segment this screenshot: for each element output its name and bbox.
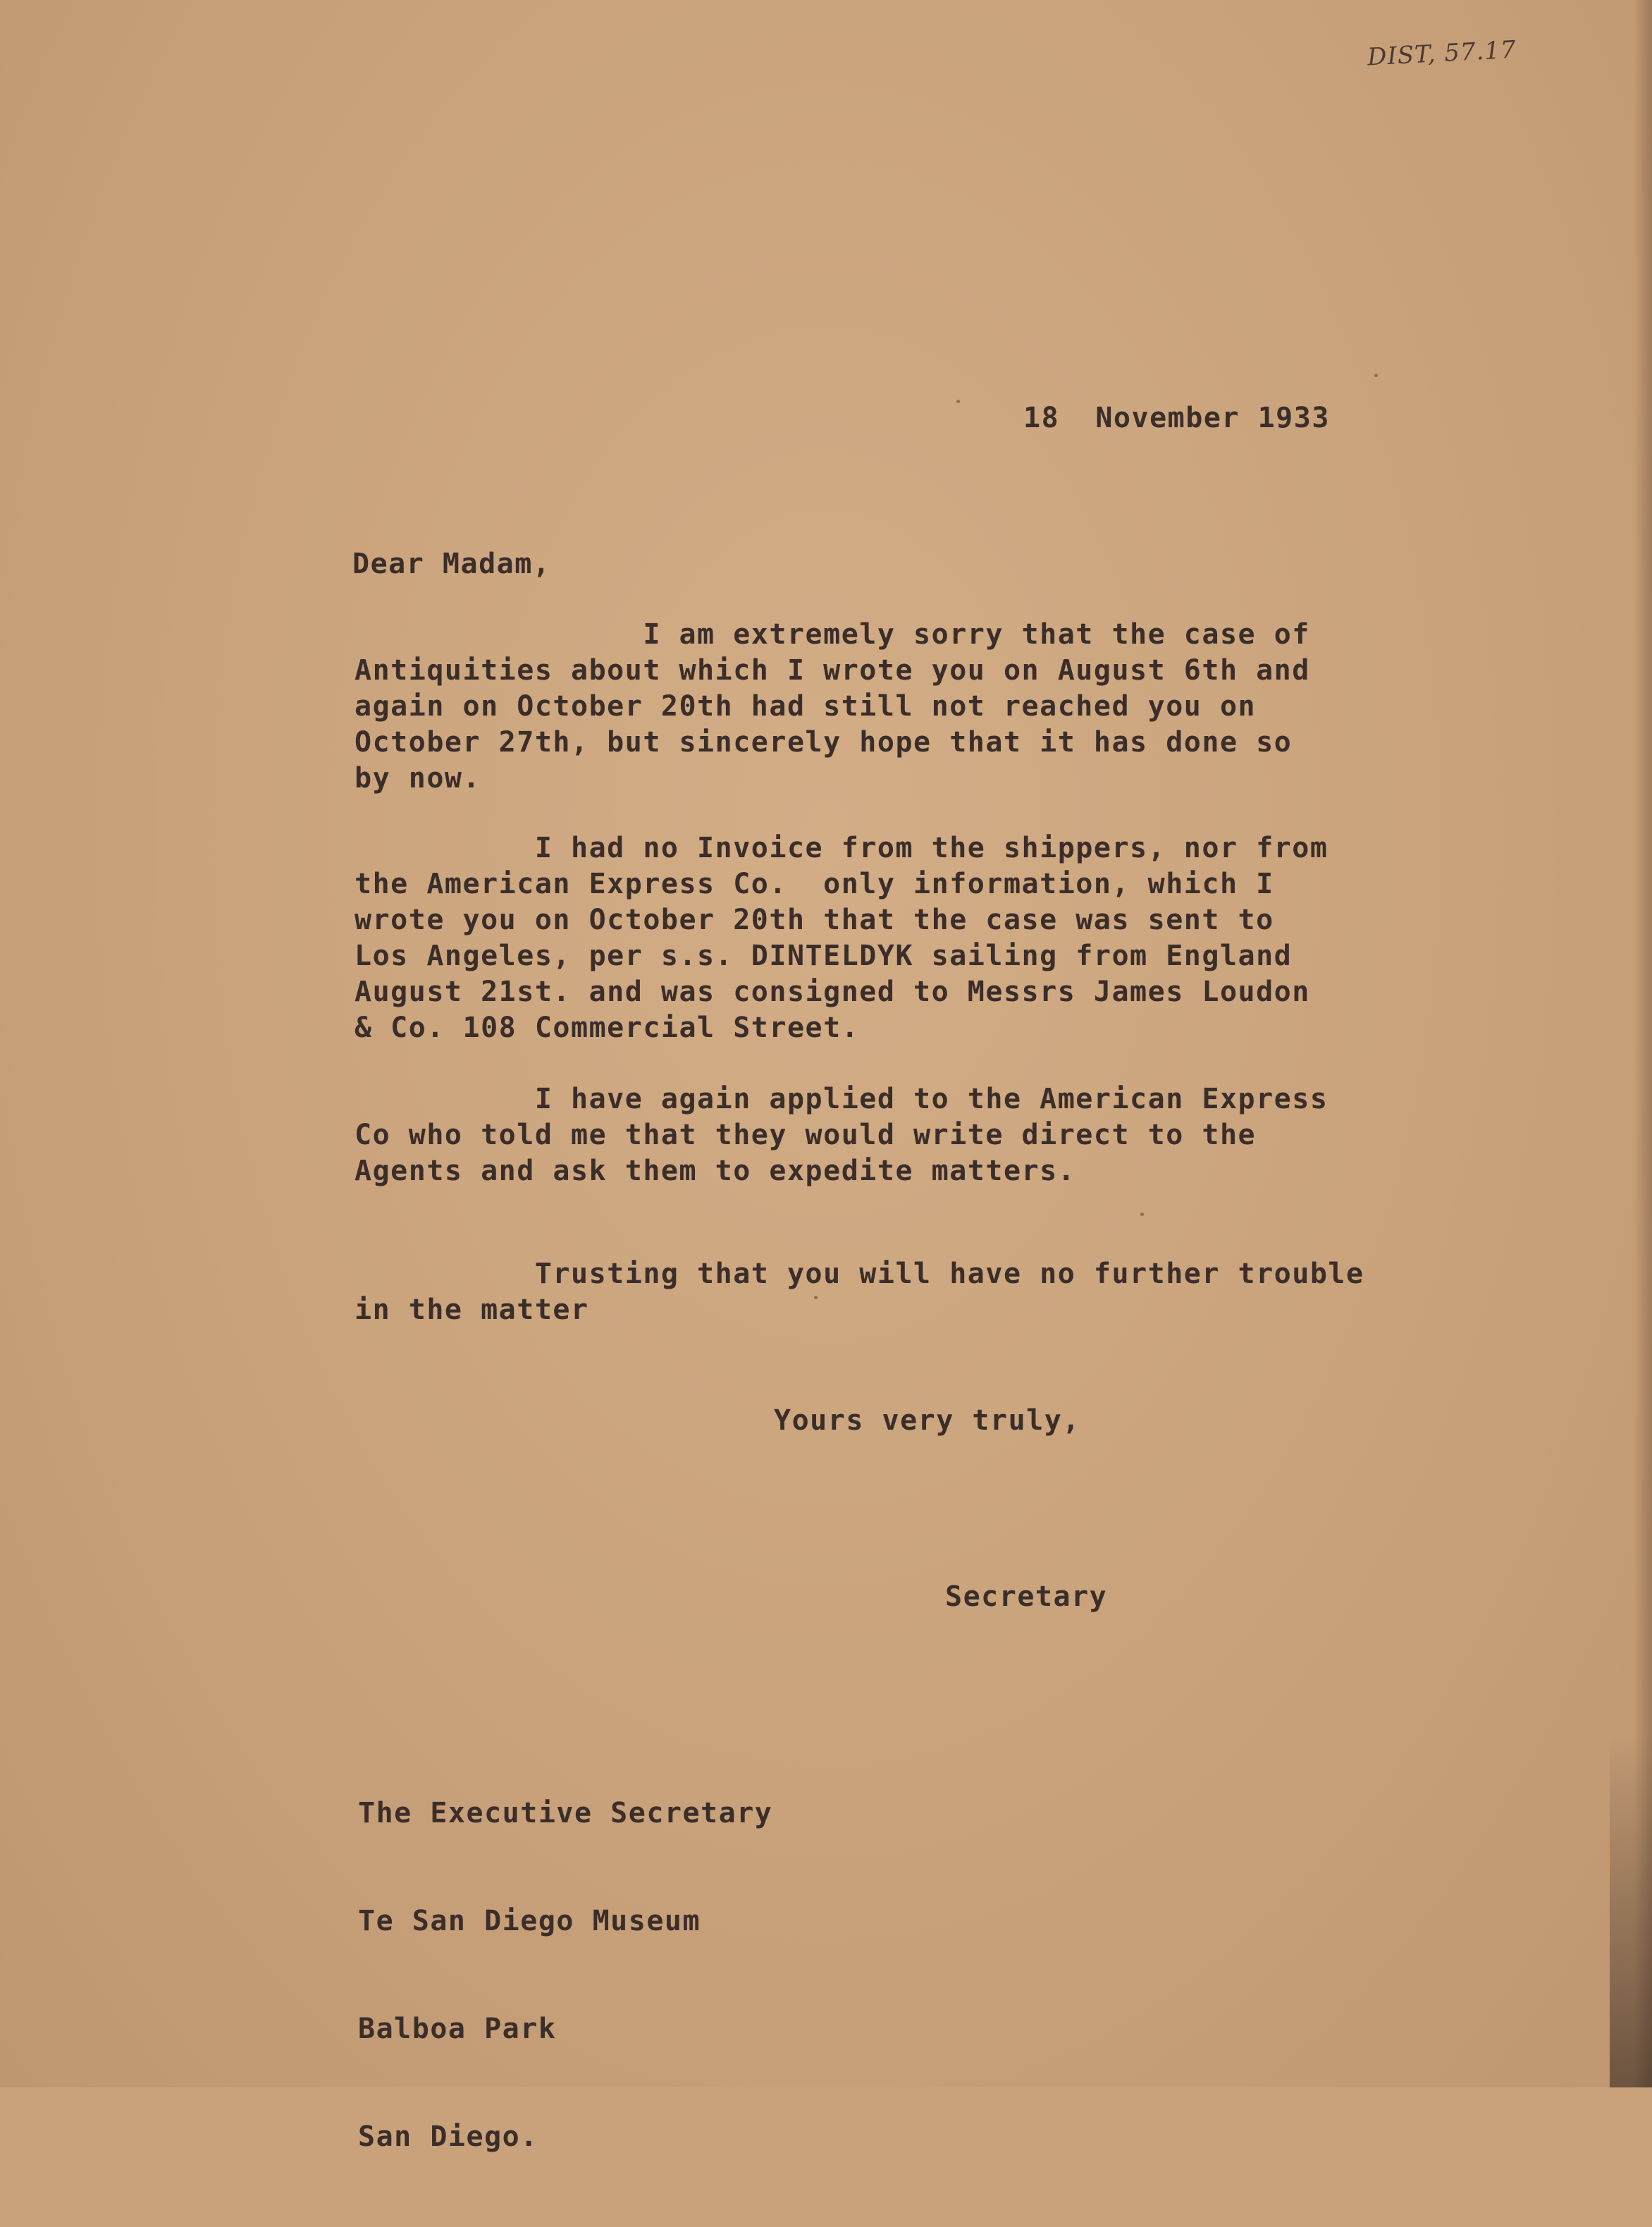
address-line-4: San Diego. — [358, 2121, 538, 2153]
address-line-1: The Executive Secretary — [358, 1797, 773, 1829]
body-paragraph-2: I had no Invoice from the shippers, nor from the American Express Co. only information, which I wrote you on October 20th that the case was sent to Los Angeles, per s.s. DINTELDYK sailing from England August 21st. and was consigned to Messrs James Loudon & Co. 108 Commercial Street. — [355, 832, 1329, 1044]
recipient-address — [358, 1724, 772, 2227]
paper-speck — [1374, 374, 1378, 377]
body-paragraph-3: I have again applied to the American Express Co who told me that they would write direct to the Agents and ask them to expedite matters. — [355, 1083, 1329, 1187]
body-paragraph-4: Trusting that you will have no further trouble in the matter — [355, 1258, 1364, 1326]
salutation: Dear Madam, — [352, 548, 551, 580]
paper-speck — [1140, 1213, 1144, 1216]
paper-speck — [956, 400, 960, 403]
archive-reference-note: DIST, 57.17 — [1367, 35, 1517, 72]
address-line-2: Te San Diego Museum — [358, 1905, 701, 1937]
address-line-3: Balboa Park — [358, 2013, 557, 2045]
page-corner-shadow — [1610, 1735, 1652, 2087]
body-paragraph-1: I am extremely sorry that the case of Antiquities about which I wrote you on August 6th and again on October 20th had still not reached you on October 27th, but sincerely hope that it has done so by now. — [355, 618, 1310, 795]
signature-title: Secretary — [945, 1581, 1108, 1613]
letter-date: 18 November 1933 — [1023, 402, 1330, 434]
closing: Yours very truly, — [774, 1404, 1080, 1437]
